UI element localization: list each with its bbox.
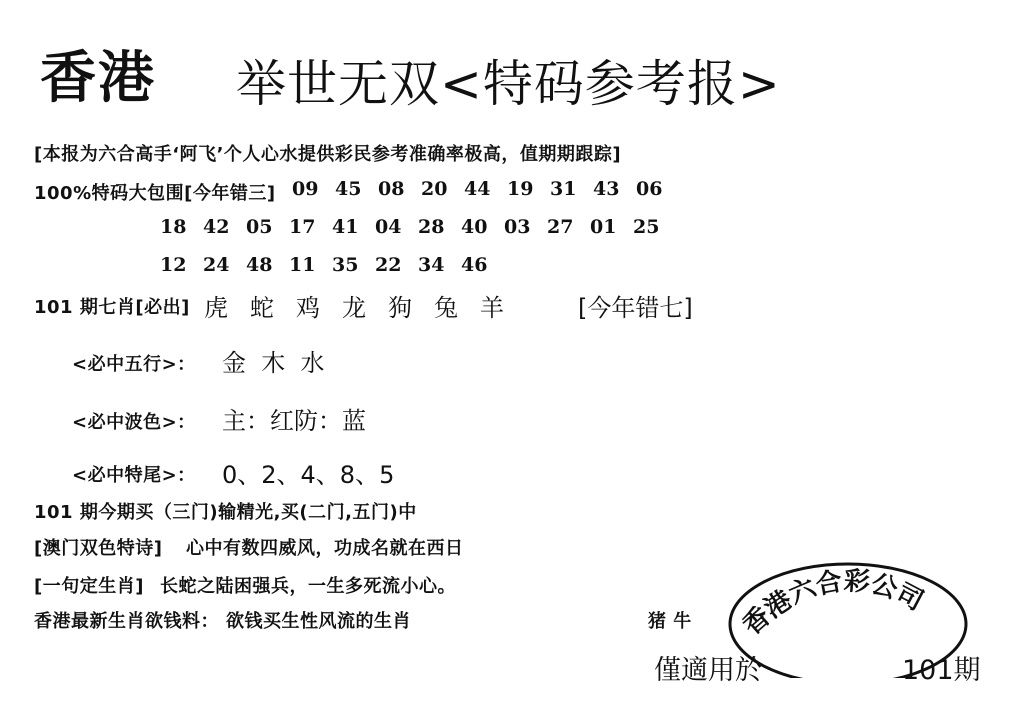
bag-number: 19 bbox=[507, 178, 534, 200]
macau-poem-text: 心中有数四威风，功成名就在西日 bbox=[186, 538, 464, 559]
bag-number: 27 bbox=[547, 216, 574, 238]
bag-number: 05 bbox=[246, 216, 273, 238]
bag-number: 40 bbox=[461, 216, 488, 238]
wave-value: 主：红防：蓝 bbox=[222, 407, 366, 435]
zodiac-animal: 羊 bbox=[480, 294, 504, 322]
bag-number: 20 bbox=[421, 178, 448, 200]
door-line: 101 期今期买（三门)输精光,买(二门,五门)中 bbox=[34, 502, 417, 523]
bag-number: 43 bbox=[593, 178, 620, 200]
intro-text: [本报为六合高手‘阿飞’个人心水提供彩民参考准确率极高，值期期跟踪] bbox=[34, 144, 622, 165]
bag-number: 18 bbox=[160, 216, 187, 238]
bag-label: 100%特码大包围[今年错三] bbox=[34, 183, 276, 204]
bag-number: 01 bbox=[590, 216, 617, 238]
wave-label: <必中波色>： bbox=[72, 412, 196, 433]
bag-number: 28 bbox=[418, 216, 445, 238]
wuxing-value: 金 木 水 bbox=[222, 349, 325, 377]
seven-label: 101 期七肖[必出] bbox=[34, 297, 190, 318]
bag-number: 46 bbox=[461, 254, 488, 276]
seven-animals bbox=[204, 288, 526, 323]
bag-number: 04 bbox=[375, 216, 402, 238]
bag-number: 03 bbox=[504, 216, 531, 238]
seal-text: 香港六合彩公司 bbox=[737, 566, 929, 642]
bag-number: 25 bbox=[633, 216, 660, 238]
tail-label: <必中特尾>： bbox=[72, 465, 196, 486]
wuxing-label: <必中五行>： bbox=[72, 354, 196, 375]
macau-poem-label: [澳门双色特诗] bbox=[34, 538, 163, 559]
bag-number: 22 bbox=[375, 254, 402, 276]
zodiac-animal: 兔 bbox=[434, 294, 458, 322]
bag-row-2 bbox=[160, 216, 676, 238]
bag-number: 44 bbox=[464, 178, 491, 200]
zodiac-animal: 狗 bbox=[388, 294, 412, 322]
bag-number: 24 bbox=[203, 254, 230, 276]
zodiac-animal: 龙 bbox=[342, 294, 366, 322]
one-line-text: 长蛇之陆困强兵，一生多死流小心。 bbox=[160, 576, 456, 597]
svg-text:香港六合彩公司 bbox=[737, 566, 928, 642]
money-text: 欲钱买生性风流的生肖 bbox=[226, 611, 411, 632]
bag-number: 08 bbox=[378, 178, 405, 200]
brand-title: 香港 bbox=[40, 45, 156, 111]
bag-number: 34 bbox=[418, 254, 445, 276]
tail-value: 0、2、4、8、5 bbox=[222, 461, 395, 489]
bag-number: 42 bbox=[203, 216, 230, 238]
zodiac-animal: 虎 bbox=[204, 294, 228, 322]
bag-number: 17 bbox=[289, 216, 316, 238]
bag-number: 41 bbox=[332, 216, 359, 238]
zodiac-animal: 鸡 bbox=[296, 294, 320, 322]
bag-number: 48 bbox=[246, 254, 273, 276]
bag-number: 31 bbox=[550, 178, 577, 200]
bag-row-3 bbox=[160, 254, 504, 276]
bag-row-1 bbox=[292, 178, 679, 200]
bag-number: 45 bbox=[335, 178, 362, 200]
seven-note: [今年错七] bbox=[578, 294, 693, 322]
answer-text: 猪 牛 bbox=[648, 611, 692, 632]
zodiac-animal: 蛇 bbox=[250, 294, 274, 322]
bag-number: 11 bbox=[289, 254, 316, 276]
bag-number: 06 bbox=[636, 178, 663, 200]
bag-number: 09 bbox=[292, 178, 319, 200]
bag-number: 35 bbox=[332, 254, 359, 276]
one-line-label: [一句定生肖] bbox=[34, 576, 144, 597]
money-label: 香港最新生肖欲钱料： bbox=[34, 611, 219, 632]
bag-number: 12 bbox=[160, 254, 187, 276]
headline: 举世无双<特码参考报> bbox=[236, 55, 781, 113]
footer-right: 101期 bbox=[902, 655, 981, 686]
footer-left: 僅適用於 bbox=[654, 655, 762, 686]
